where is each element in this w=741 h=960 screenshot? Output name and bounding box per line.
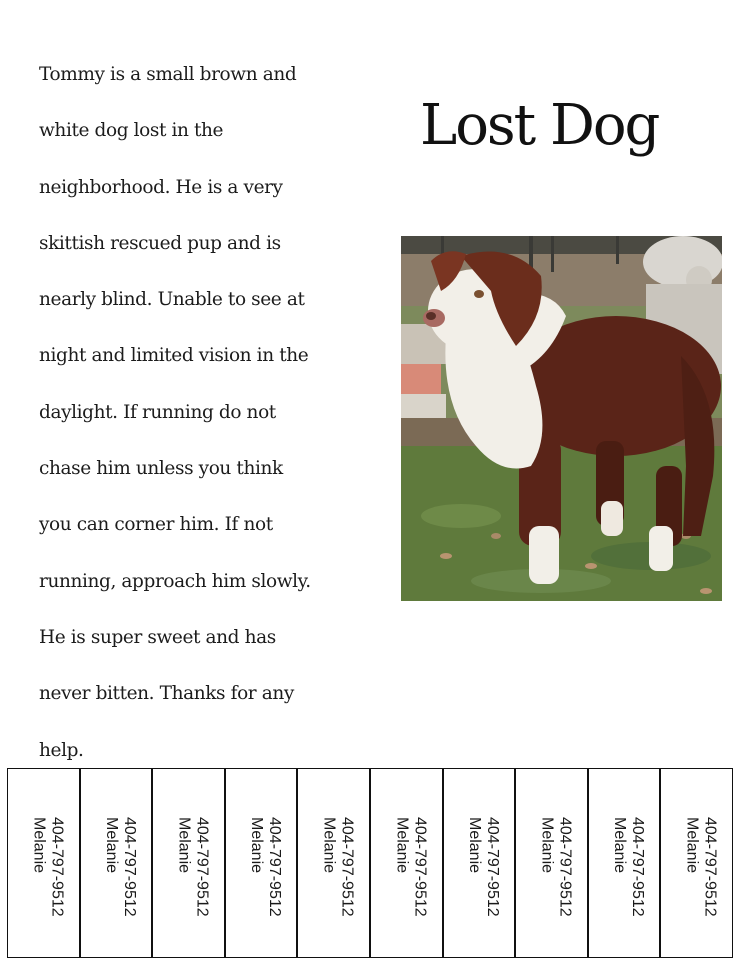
dog-photo-illustration [401, 236, 722, 601]
tab-phone: 404-797-9512 [193, 817, 211, 917]
description-line: white dog lost in the [39, 120, 224, 142]
description-line: chase him unless you think [39, 458, 283, 480]
flyer-description [39, 56, 384, 788]
tab-name: Melanie [611, 817, 629, 874]
tab-name: Melanie [465, 817, 483, 874]
tab-phone: 404-797-9512 [483, 817, 501, 917]
tab-name: Melanie [102, 817, 120, 874]
tab-phone: 404-797-9512 [556, 817, 574, 917]
tab-contact [533, 817, 573, 917]
tab-contact [98, 817, 138, 917]
tab-phone: 404-797-9512 [411, 817, 429, 917]
dog-photo [401, 236, 722, 601]
tab-name: Melanie [175, 817, 193, 874]
tab-phone: 404-797-9512 [338, 817, 356, 917]
tab-phone: 404-797-9512 [629, 817, 647, 917]
tear-off-tab[interactable] [226, 769, 299, 957]
description-line: running, approach him slowly. [39, 570, 311, 592]
description-line: neighborhood. He is a very [39, 176, 283, 198]
tear-off-tab[interactable] [516, 769, 589, 957]
tab-name: Melanie [393, 817, 411, 874]
description-line: nearly blind. Unable to see at [39, 289, 305, 311]
tab-contact [461, 817, 501, 917]
tab-phone: 404-797-9512 [48, 817, 66, 917]
tab-name: Melanie [683, 817, 701, 874]
description-line: you can corner him. If not [39, 514, 273, 536]
description-line: night and limited vision in the [39, 345, 309, 367]
tab-contact [243, 817, 283, 917]
tear-off-tab[interactable] [589, 769, 662, 957]
tab-contact [316, 817, 356, 917]
tear-off-tab[interactable] [153, 769, 226, 957]
description-line: daylight. If running do not [39, 401, 276, 423]
tear-off-tab[interactable] [8, 769, 81, 957]
tab-contact [606, 817, 646, 917]
tab-contact [388, 817, 428, 917]
description-line: help. [39, 739, 84, 761]
tab-phone: 404-797-9512 [120, 817, 138, 917]
tear-off-tab[interactable] [81, 769, 154, 957]
flyer-title: Lost Dog [420, 93, 659, 158]
description-line: never bitten. Thanks for any [39, 683, 294, 705]
description-line: skittish rescued pup and is [39, 232, 281, 254]
tear-off-tab[interactable] [444, 769, 517, 957]
tear-off-tab[interactable] [371, 769, 444, 957]
tab-contact [25, 817, 65, 917]
tear-off-tab[interactable] [298, 769, 371, 957]
description-line: Tommy is a small brown and [39, 64, 297, 85]
tab-contact [679, 817, 719, 917]
tab-name: Melanie [30, 817, 48, 874]
tear-off-tab[interactable] [661, 769, 732, 957]
tab-name: Melanie [320, 817, 338, 874]
tab-phone: 404-797-9512 [701, 817, 719, 917]
tab-name: Melanie [538, 817, 556, 874]
tear-off-tabs [7, 768, 733, 958]
description-line: He is super sweet and has [39, 626, 276, 648]
tab-phone: 404-797-9512 [266, 817, 284, 917]
tab-contact [170, 817, 210, 917]
tab-name: Melanie [248, 817, 266, 874]
